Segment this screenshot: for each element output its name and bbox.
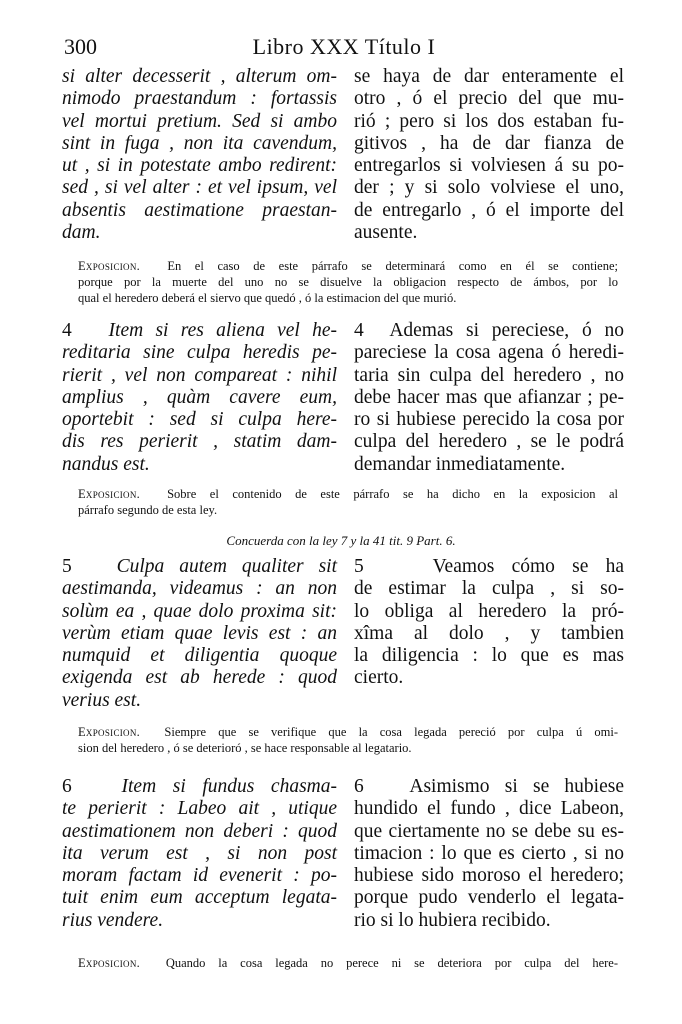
text-line: moram factam id evenerit : po- bbox=[62, 865, 337, 887]
exposicion-line: párrafo segundo de esta ley. bbox=[78, 503, 218, 517]
exposicion-3 bbox=[78, 724, 618, 756]
exposicion-label: Exposicion. bbox=[78, 956, 141, 970]
exposicion-2 bbox=[78, 486, 618, 518]
text-line: hubiese sido moroso el heredero; bbox=[354, 865, 624, 887]
text-line: nimodo praestandum : fortassis bbox=[62, 88, 337, 110]
latin-column bbox=[62, 556, 337, 712]
text-line: gitivos , ha de dar fianza de bbox=[354, 132, 624, 154]
text-line bbox=[354, 320, 624, 342]
exposicion-line: sion del heredero , ó se deterioró , se hace responsable al legatario. bbox=[78, 741, 412, 755]
exposicion-line bbox=[78, 724, 618, 740]
exposicion-label: Exposicion. bbox=[78, 259, 141, 273]
exposicion-label: Exposicion. bbox=[78, 487, 141, 501]
text-line: taria sin culpa del heredero , no bbox=[354, 364, 624, 386]
exposicion-1 bbox=[78, 258, 618, 306]
text-line: dam. bbox=[62, 222, 101, 244]
text-line: sint in fuga , non ita cavendum, bbox=[62, 132, 337, 154]
paragraph-block-6 bbox=[62, 776, 624, 932]
text-line: de estimar la culpa , si so- bbox=[354, 578, 624, 600]
text-line: solùm ea , quae dolo proxima sit: bbox=[62, 600, 337, 622]
exposicion-text: En el caso de este párrafo se determinará como en él se contiene; bbox=[167, 259, 618, 273]
text-line bbox=[354, 776, 624, 798]
text-span: Item si fundus chasma- bbox=[121, 776, 338, 797]
text-line: cierto. bbox=[354, 667, 404, 689]
paragraph-block-1 bbox=[62, 66, 624, 244]
latin-column bbox=[62, 320, 337, 476]
text-line: lo obliga al heredero la pró- bbox=[354, 600, 624, 622]
text-line: pareciese la cosa agena ó heredi- bbox=[354, 342, 624, 364]
text-line: porque pudo venderlo el legata- bbox=[354, 887, 624, 909]
text-line bbox=[62, 776, 337, 798]
text-line: sed , si vel alter : et vel ipsum, vel bbox=[62, 177, 337, 199]
paragraph-block-5 bbox=[62, 556, 624, 712]
paragraph-number: 6 bbox=[62, 776, 72, 797]
text-span: Asimismo si se hubiese bbox=[409, 776, 624, 797]
text-line: tuit enim eum acceptum legata- bbox=[62, 887, 337, 909]
text-line: rierit , vel non compareat : nihil bbox=[62, 364, 337, 386]
exposicion-text: Siempre que se verifique que la cosa legada pereció por culpa ú omi- bbox=[164, 725, 618, 739]
spanish-column bbox=[354, 556, 624, 712]
text-line: hundido el fundo , dice Labeon, bbox=[354, 798, 624, 820]
text-line: der ; y si solo volviese el uno, bbox=[354, 177, 624, 199]
text-line: que ciertamente no se debe su es- bbox=[354, 820, 624, 842]
text-line: si alter decesserit , alterum om- bbox=[62, 66, 337, 87]
text-span: Culpa autem qualiter sit bbox=[116, 556, 338, 577]
text-span: Item si res aliena vel he- bbox=[108, 320, 337, 341]
text-line: xîma al dolo , y tambien bbox=[354, 622, 624, 644]
exposicion-line: qual el heredero deberá el siervo que quedó , ó la estimacion del que murió. bbox=[78, 291, 457, 305]
text-line: ut , si in potestate ambo redirent: bbox=[62, 155, 337, 177]
text-line: rio si lo hubiera recibido. bbox=[354, 909, 551, 931]
text-line: oportebit : sed si culpa here- bbox=[62, 409, 337, 431]
text-line: culpa del heredero , se le podrá bbox=[354, 431, 624, 453]
text-line bbox=[354, 556, 624, 578]
text-line: aestimanda, videamus : an non bbox=[62, 578, 337, 600]
exposicion-text: Sobre el contenido de este párrafo se ha dicho en la exposicion al bbox=[167, 487, 618, 501]
text-line: exigenda est ab herede : quod bbox=[62, 667, 337, 689]
running-title: Libro XXX Título I bbox=[252, 34, 436, 59]
text-line: timacion : lo que es cierto , si no bbox=[354, 842, 624, 864]
text-line: reditaria sine culpa heredis pe- bbox=[62, 342, 337, 364]
text-line: ita verum est , si non post bbox=[62, 842, 337, 864]
paragraph-number: 5 bbox=[62, 556, 72, 577]
exposicion-label: Exposicion. bbox=[78, 725, 141, 739]
exposicion-text: Quando la cosa legada no perece ni se deteriora por culpa del here- bbox=[165, 956, 619, 970]
text-line: ausente. bbox=[354, 222, 418, 244]
spanish-column bbox=[354, 66, 624, 244]
page-number: 300 bbox=[64, 34, 97, 59]
text-line: otro , ó el precio del que mu- bbox=[354, 88, 624, 110]
text-line: verius est. bbox=[62, 689, 142, 711]
text-line bbox=[62, 556, 337, 578]
text-line: debe hacer mas que afianzar ; pe- bbox=[354, 386, 624, 408]
text-line: demandar inmediatamente. bbox=[354, 453, 566, 475]
text-line bbox=[62, 320, 337, 342]
text-line: nandus est. bbox=[62, 453, 150, 475]
latin-column bbox=[62, 776, 337, 932]
text-line: te perierit : Labeo ait , utique bbox=[62, 798, 337, 820]
text-line: de entregarlo , ó el importe del bbox=[354, 199, 624, 221]
exposicion-4 bbox=[78, 955, 618, 971]
spanish-column bbox=[354, 776, 624, 932]
paragraph-block-4 bbox=[62, 320, 624, 476]
paragraph-number: 6 bbox=[354, 776, 364, 797]
paragraph-number: 5 bbox=[354, 556, 364, 577]
text-line: aestimationem non deberi : quod bbox=[62, 820, 337, 842]
paragraph-number: 4 bbox=[62, 320, 72, 341]
exposicion-line bbox=[78, 486, 618, 502]
latin-column bbox=[62, 66, 337, 244]
text-line: rius vendere. bbox=[62, 909, 164, 931]
text-line: numquid et diligentia quoque bbox=[62, 645, 337, 667]
text-line: verùm etiam quae levis est : an bbox=[62, 622, 337, 644]
text-line: dis res perierit , statim dam- bbox=[62, 431, 337, 453]
page-header bbox=[64, 34, 624, 64]
text-line: entregarlos si volviesen á su po- bbox=[354, 155, 624, 177]
text-line: la diligencia : lo que es mas bbox=[354, 645, 624, 667]
text-span: Veamos cómo se ha bbox=[432, 556, 624, 577]
text-line: amplius , quàm cavere eum, bbox=[62, 386, 337, 408]
exposicion-line bbox=[78, 955, 618, 971]
exposicion-line: porque por la muerte del uno no se disuelve la obligacion respecto de ámbos, por lo bbox=[78, 275, 618, 289]
text-line: rió ; pero si los dos estaban fu- bbox=[354, 110, 624, 132]
paragraph-number: 4 bbox=[354, 320, 364, 341]
text-span: Ademas si pereciese, ó no bbox=[389, 320, 624, 341]
exposicion-line bbox=[78, 258, 618, 274]
concordance-note: Concuerda con la ley 7 y la 41 tit. 9 Part. 6. bbox=[226, 533, 456, 548]
text-line: se haya de dar enteramente el bbox=[354, 66, 624, 87]
text-line: ro si hubiese perecido la cosa por bbox=[354, 409, 624, 431]
spanish-column bbox=[354, 320, 624, 476]
text-line: absentis aestimatione praestan- bbox=[62, 199, 337, 221]
text-line: vel mortui pretium. Sed si ambo bbox=[62, 110, 337, 132]
